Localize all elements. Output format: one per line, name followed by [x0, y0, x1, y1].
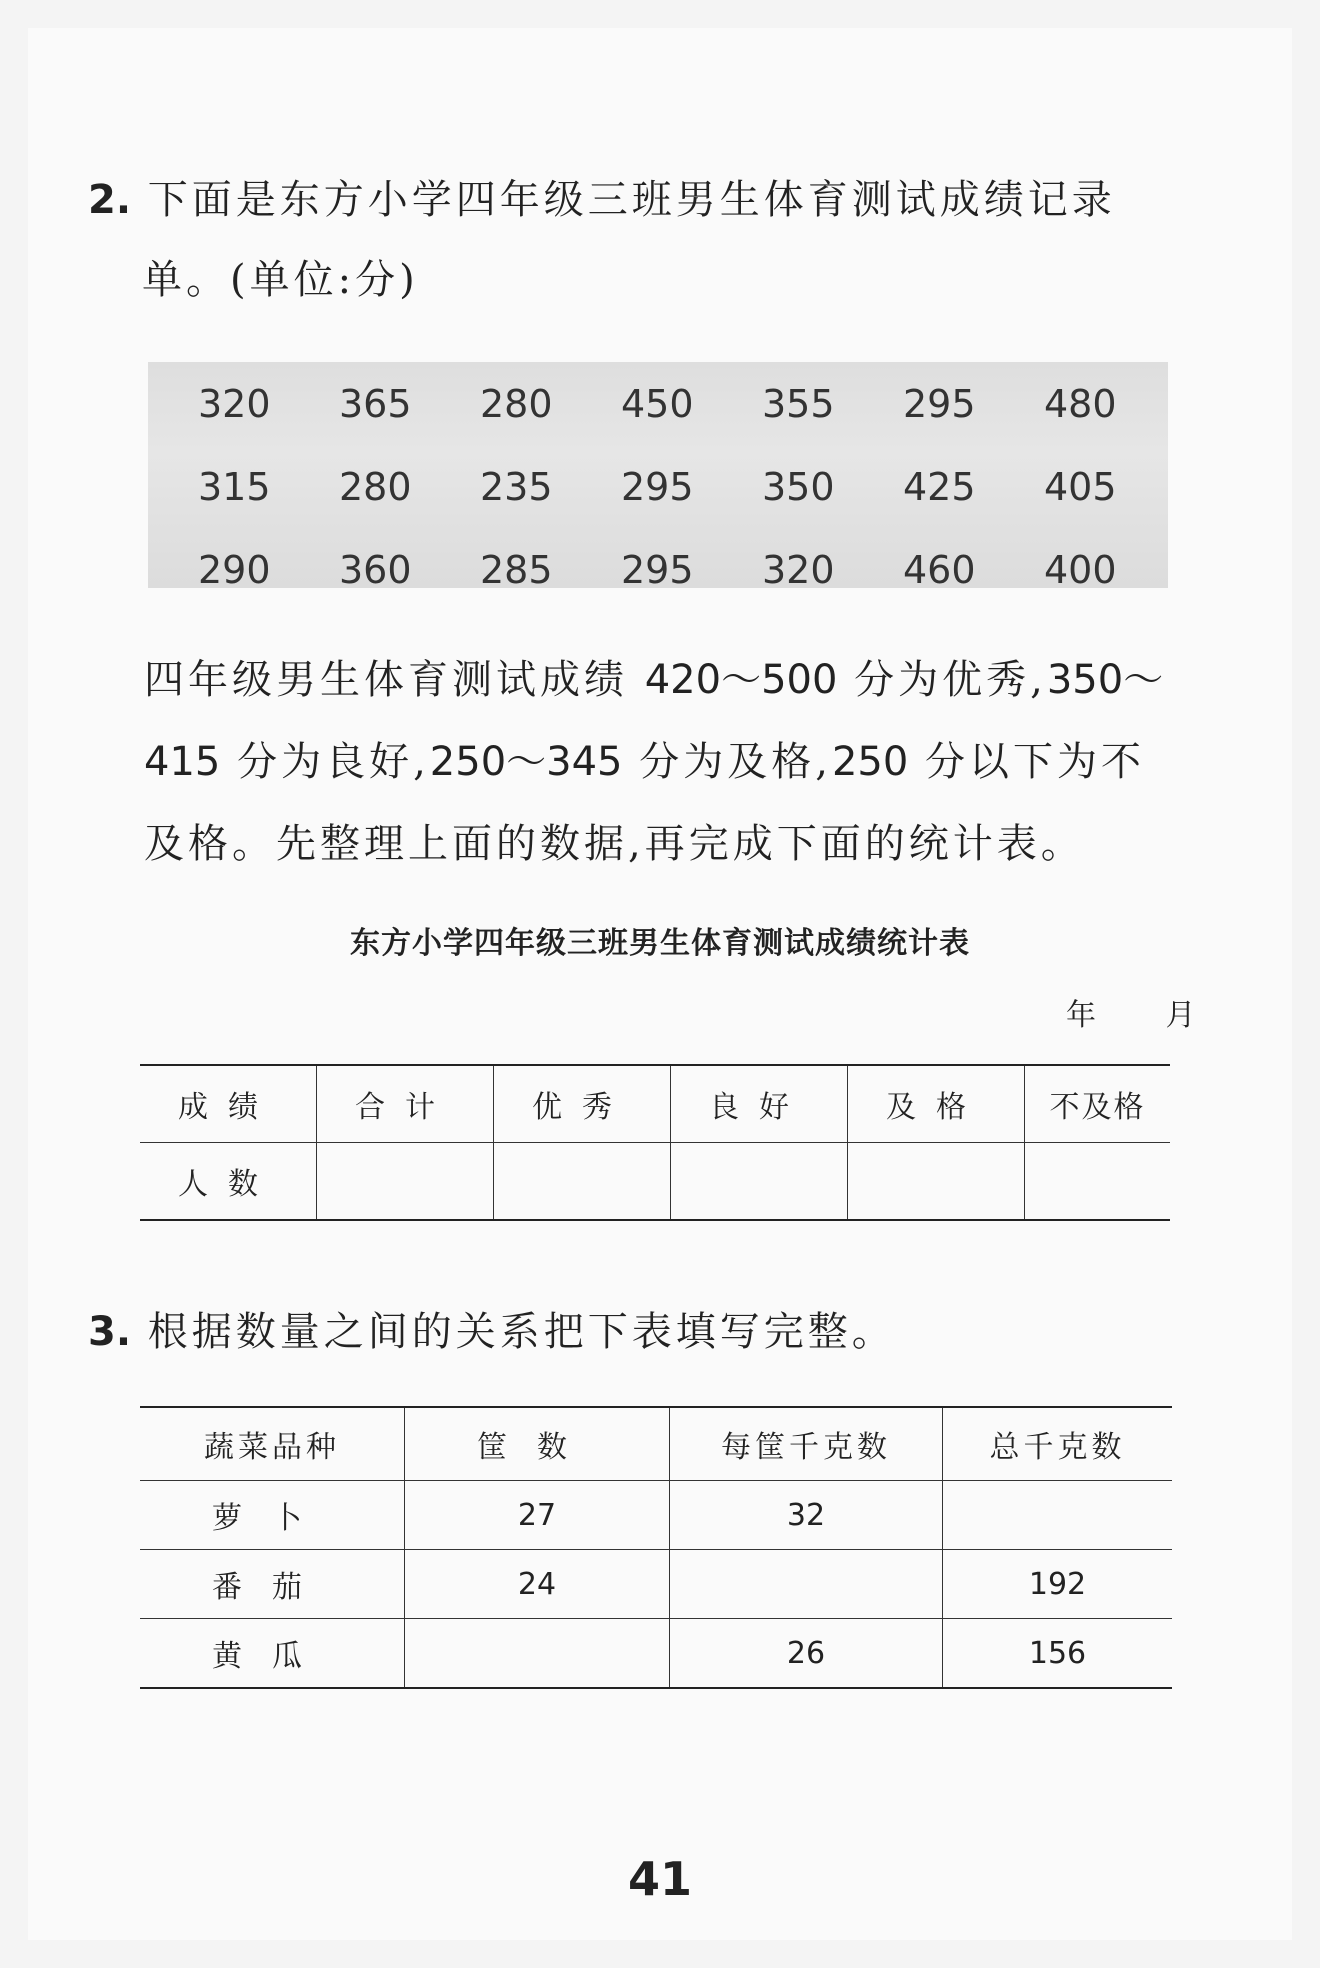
- veg-header-cell: 筐数: [405, 1407, 670, 1481]
- stat-blank-cell[interactable]: [671, 1143, 848, 1221]
- score-cell: 295: [903, 381, 976, 426]
- veg-value-cell: 27: [405, 1481, 670, 1550]
- page-number: 41: [627, 1852, 692, 1906]
- criteria-range-pass: 250～345: [429, 739, 623, 785]
- criteria-text: 分为良好,: [220, 739, 430, 785]
- score-data-grid: [148, 362, 1168, 592]
- criteria-text: 分为及格,: [622, 739, 832, 785]
- question-2-line-1: [88, 168, 1116, 225]
- score-cell: 450: [621, 381, 694, 426]
- score-cell: 425: [903, 464, 976, 509]
- veg-value-cell: 26: [670, 1619, 943, 1689]
- score-cell: 350: [762, 464, 835, 509]
- question-3-number: 3.: [88, 1309, 132, 1355]
- score-cell: 460: [903, 547, 976, 592]
- score-cell: 320: [198, 381, 271, 426]
- score-cell: 235: [480, 464, 553, 509]
- score-cell: 405: [1044, 464, 1117, 509]
- veg-name-cell: 萝卜: [140, 1481, 405, 1550]
- question-3-line: [88, 1300, 896, 1357]
- score-cell: 480: [1044, 381, 1117, 426]
- score-cell: 285: [480, 547, 553, 592]
- stat-header-cell: 成绩: [140, 1065, 317, 1143]
- criteria-range-excellent: 420～500: [644, 657, 838, 703]
- veg-value-cell: 32: [670, 1481, 943, 1550]
- score-row: [148, 445, 1168, 528]
- score-cell: 365: [339, 381, 412, 426]
- veg-blank-cell[interactable]: [670, 1550, 943, 1619]
- score-cell: 280: [339, 464, 412, 509]
- stat-blank-cell[interactable]: [1025, 1143, 1171, 1221]
- criteria-text: 四年级男生体育测试成绩: [144, 657, 645, 703]
- score-cell: 355: [762, 381, 835, 426]
- score-cell: 320: [762, 547, 835, 592]
- stat-table-title: 东方小学四年级三班男生体育测试成绩统计表: [350, 926, 970, 961]
- criteria-range-good-start: 350～: [1046, 657, 1164, 703]
- stat-count-row: [140, 1143, 1170, 1221]
- table-row: [140, 1619, 1172, 1689]
- criteria-line-2: [144, 730, 1145, 787]
- score-cell: 315: [198, 464, 271, 509]
- criteria-text: 分以下为不: [908, 739, 1146, 785]
- criteria-fail-threshold: 250: [831, 739, 909, 785]
- veg-blank-cell[interactable]: [943, 1481, 1173, 1550]
- stat-header-cell: 合计: [317, 1065, 494, 1143]
- veg-header-cell: 每筐千克数: [670, 1407, 943, 1481]
- score-cell: 295: [621, 547, 694, 592]
- vegetable-table: [140, 1406, 1172, 1689]
- score-cell: 400: [1044, 547, 1117, 592]
- stat-header-row: [140, 1065, 1170, 1143]
- question-3-text: 根据数量之间的关系把下表填写完整。: [147, 1309, 896, 1355]
- score-cell: 360: [339, 547, 412, 592]
- veg-header-row: [140, 1407, 1172, 1481]
- stat-blank-cell[interactable]: [494, 1143, 671, 1221]
- stat-row-label: 人数: [140, 1143, 317, 1221]
- stat-header-cell: 优秀: [494, 1065, 671, 1143]
- criteria-range-good-end: 415: [144, 739, 221, 785]
- question-2-number: 2.: [88, 177, 132, 223]
- stat-blank-cell[interactable]: [848, 1143, 1025, 1221]
- question-2-text: 下面是东方小学四年级三班男生体育测试成绩记录: [147, 177, 1116, 223]
- score-row: [148, 362, 1168, 445]
- veg-name-cell: 番茄: [140, 1550, 405, 1619]
- veg-value-cell: 156: [943, 1619, 1173, 1689]
- stat-header-cell: 不及格: [1025, 1065, 1171, 1143]
- criteria-line-3: 及格。先整理上面的数据,再完成下面的统计表。: [144, 821, 1085, 867]
- table-row: [140, 1481, 1172, 1550]
- stat-header-cell: 及格: [848, 1065, 1025, 1143]
- stat-header-cell: 良好: [671, 1065, 848, 1143]
- criteria-text: 分为优秀,: [837, 657, 1047, 703]
- veg-header-cell: 蔬菜品种: [140, 1407, 405, 1481]
- stat-table-date: 年 月: [1066, 998, 1226, 1033]
- veg-blank-cell[interactable]: [405, 1619, 670, 1689]
- score-row: [148, 528, 1168, 611]
- veg-header-cell: 总千克数: [943, 1407, 1173, 1481]
- veg-name-cell: 黄瓜: [140, 1619, 405, 1689]
- stat-blank-cell[interactable]: [317, 1143, 494, 1221]
- table-row: [140, 1550, 1172, 1619]
- score-cell: 290: [198, 547, 271, 592]
- question-2-line-2: 单。(单位:分): [142, 257, 419, 303]
- veg-value-cell: 24: [405, 1550, 670, 1619]
- score-cell: 295: [621, 464, 694, 509]
- score-cell: 280: [480, 381, 553, 426]
- veg-value-cell: 192: [943, 1550, 1173, 1619]
- score-stat-table: [140, 1064, 1170, 1221]
- criteria-line-1: [144, 648, 1163, 705]
